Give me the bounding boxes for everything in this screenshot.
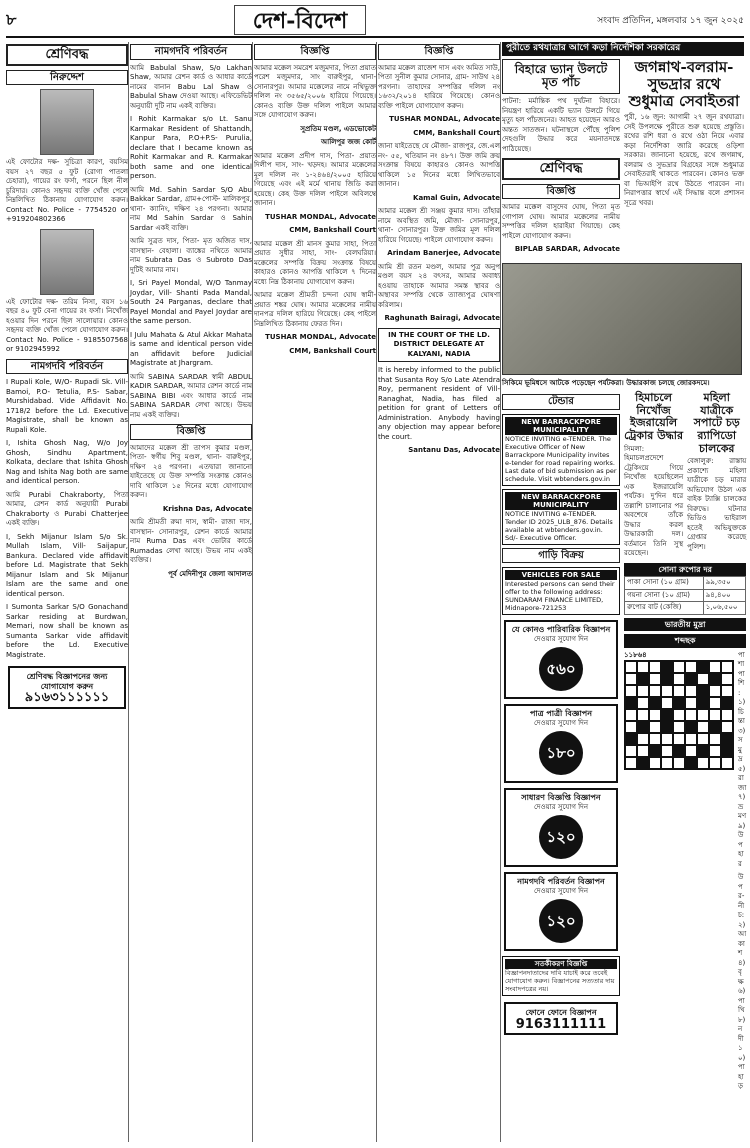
crossword-cell (625, 709, 637, 721)
vehicle-title: VEHICLES FOR SALE (505, 570, 617, 580)
crossword-cell (625, 757, 637, 769)
crossword-cell (709, 673, 721, 685)
advocate-signature: BIPLAB SARDAR, Advocate (514, 245, 620, 254)
crossword-cell (685, 721, 697, 733)
crossword-cell (649, 661, 661, 673)
vehicle-note: Interested persons can send their offer to the following address: SUNDARAM FINANCE LIMITED, Midnapore-721253 (505, 580, 615, 613)
legal-notice: আমার মক্কেল শ্রীমতী চন্দনা ঘোষ স্বামী- প্রয়াত শঙ্কর ঘোষ। আমার মক্কেলের নামীয় দানপত্র দলিল হারিয়ে গিয়েছে। কেহ পাইলে নিম্নলিখিত ঠিকানায় ফেরত দিন। (254, 291, 376, 328)
crossword-cell (673, 757, 685, 769)
gold-rate-row (625, 577, 746, 590)
crossword-grid (624, 660, 734, 770)
legal-notice: জানা যাইতেছে যে মৌজা- রাজপুর, জে.এল নং- ৫৫, খতিয়ান নং ৪৮৭। উক্ত জমি ক্রয় সংক্রান্ত বিষয়ে কাহারও কোনও আপত্তি থাকিলে ১৫ দিনের মধ্যে লিখিতভাবে জানান। (378, 142, 500, 188)
classified-ad: আমি সুব্রত দাস, পিতা- মৃত অজিত দাস, বাসস্থান- বেহালা। ব্যাঙ্কের নথিতে আমার নাম Subrata Das ও Subroto Das দুটিই আমার নাম। (130, 237, 252, 274)
crossword-cell (661, 745, 673, 757)
crossword-cell (721, 697, 733, 709)
rate-sub: দেওয়ার সুযোগ দিন (533, 886, 589, 895)
caution-notice (502, 956, 620, 996)
classified-ad: I Sumonta Sarkar S/O Gonachand Sarkar residing at Burdwan, Memari, now shall be known as Sumanta Sarkar vide affidavit before the Ld. Executive Magistrate. (6, 603, 128, 659)
court-name: CMM, Bankshall Court (413, 128, 500, 137)
tender-notice (502, 414, 620, 486)
crossword-cell (637, 745, 649, 757)
crossword-cell (625, 745, 637, 757)
rate-sub: দেওয়ার সুযোগ দিন (533, 634, 589, 643)
crossword-cell (661, 709, 673, 721)
crossword-cell (685, 757, 697, 769)
court-name: পূর্ব মেদিনীপুর জেলা আদালত (168, 569, 252, 578)
legal-notice: আমার মক্কেল শ্রী মানস কুমার সাহা, পিতা প্রয়াত সুধীর সাহা, সাং- বেলঘরিয়া। মক্কেলের সম্পত্তি বিক্রয় সংক্রান্ত বিষয়ে কাহারও কোনও আপত্তি থাকিলে ৭ দিনের মধ্যে নিম্ন ঠিকানায় যোগাযোগ করুন। (254, 239, 376, 286)
tender-title: NEW BARRACKPORE MUNICIPALITY (505, 417, 617, 435)
column-5 (502, 42, 747, 1142)
classified-ad: এই ফোটোর দক্ষ- সুচিত্রা কারণ, বয়সিম বয়স ২৭ বছর ৫ ফুট (রোগা পাতলা চেহারা), গায়ের রং ফর্সা, পরনে ছিল নীল চুরিদার। কোনও সহৃদয় ব্যক্তি খোঁজ পেলে নিম্নলিখিত ঠিকানায় যোগাযোগ করুন। Contact No. Police - 7754520 or +919204802366 (6, 158, 128, 223)
crossword-cell (709, 745, 721, 757)
crossword-cell (649, 673, 661, 685)
column-divider (500, 42, 501, 1142)
main-story: পুরী, ১৬ জুন: আগামী ২৭ জুন রথযাত্রা। সেই উপলক্ষে পুরীতে শুরু হয়েছে প্রস্তুতি। রথের রশি ধরা ও রথে ওঠা নিয়ে এবার কড়া নির্দেশিকা জারি করেছে ওড়িশা সরকার। জানানো হয়েছে, রথে জগন্নাথ, বলরাম ও সুভদ্রার বিগ্রহের সঙ্গে শুধুমাত্র সেবাইতরাই থাকতে পারবেন। কোনও ভক্ত বা ভিআইপি রথে উঠতে পারবেন না। নিরাপত্তার স্বার্থে এই সিদ্ধান্ত বলে প্রশাসন সূত্রে খবর। (624, 113, 744, 207)
photo-caption: সিকিমে ভূমিধসে আটকে পড়েছেন পর্যটকরা। উদ্ধারকাজ চলছে জোরকদমে। (502, 378, 710, 387)
crossword-cell (661, 697, 673, 709)
classified-ad: আমি SABINA SARDAR স্বামী ABDUL KADIR SARDAR, আমার রেশন কার্ডে নাম SABINA BIBI এবং আধার কার্ডে নাম SABINA SARDAR লেখা আছে। উভয় নাম একই ব্যক্তির। (130, 372, 253, 419)
crossword-cell (649, 721, 661, 733)
contact-box (8, 666, 126, 709)
classified-ad: I, Ishita Ghosh Nag, W/o Joy Ghosh, Sindhu Apartment, Kolkata, declare that Ishita Ghosh Nag and Ishita Nag both are same and identical person. (6, 439, 128, 485)
missing-person-photo (40, 229, 94, 295)
court-name: CMM, Bankshall Court (289, 346, 376, 355)
crossword-cell (625, 721, 637, 733)
gold-rate-cell: পাকা সোনা (১০ গ্রাম) (625, 577, 704, 590)
gold-rate-cell: ৯৪,৪০০ (703, 589, 746, 602)
crossword-cell (721, 661, 733, 673)
gold-rate-table (624, 576, 746, 615)
vehicle-sale (502, 567, 620, 615)
crossword-cell (697, 757, 709, 769)
crossword-cell (685, 745, 697, 757)
rate-box (504, 620, 618, 699)
court-header: IN THE COURT OF THE LD. DISTRICT DELEGATE AT KALYANI, NADIA (378, 328, 500, 363)
advocate-signature: Arindam Banerjee, Advocate (387, 249, 500, 257)
crossword-cell (661, 721, 673, 733)
crossword-cell (673, 733, 685, 745)
column-4 (378, 42, 500, 1142)
crossword-cell (709, 709, 721, 721)
crossword-cell (709, 685, 721, 697)
classified-ad: I Julu Mahata & Atul Akkar Mahata is same and identical person vide an affidavit before Judicial Magistrate at Jhargram. (130, 330, 252, 367)
column-divider (376, 42, 377, 1142)
crossword-cell (661, 661, 673, 673)
crossword-cell (721, 757, 733, 769)
crossword-cell (697, 673, 709, 685)
advocate-signature: Santanu Das, Advocate (408, 446, 500, 454)
notice-header: বিজ্ঞপ্তি (254, 44, 376, 60)
crossword-cell (709, 757, 721, 769)
crossword-cell (673, 709, 685, 721)
news-headline: বিহারে ভ্যান উলটে মৃত পাঁচ (502, 59, 620, 95)
rate-label: নামগদবি পরিবর্তন বিজ্ঞাপন (517, 877, 605, 887)
name-change-header: নামগদবি পরিবর্তন (130, 44, 252, 60)
missing-header: নিরুদ্দেশ (6, 70, 128, 86)
crossword-cell (685, 685, 697, 697)
crossword-cell (685, 661, 697, 673)
contact-label: শ্রেণিবদ্ধ বিজ্ঞাপনের জন্য যোগাযোগ করুন (26, 672, 108, 691)
classified-ad: আমি Md. Sahin Sardar S/O Abu Bakkar Sardar, গ্রাম+পোস্ট- মালিকপুর, থানা- ক্যানিং, দক্ষিণ ২৪ পরগনা। আমার নাম Md Sahin Sardar ও Sahin Sardar একই ব্যক্তি। (130, 185, 252, 232)
contact-number: 9163111111 (515, 1016, 607, 1032)
crossword-cell (637, 661, 649, 673)
crossword-cell (697, 733, 709, 745)
rate-value: ১২০ (539, 815, 583, 859)
classified-ad: I Rohit Karmakar s/o Lt. Sanu Karmakar Resident of Shattandh, Kanpur Para, P.O+P.S- Purulia, declare that I became known as Rohit Karmakar and R. Karmakar both same and one identical person. (130, 115, 252, 180)
crossword-cell (649, 709, 661, 721)
court-name: আলিপুর জজ কোর্ট (321, 138, 376, 146)
crossword-cell (649, 685, 661, 697)
crossword-cell (673, 745, 685, 757)
legal-notice: আমার মক্কেল প্রদীপ দাস, পিতা- প্রয়াত দিলীপ দাস, সাং- খড়দহ। আমার মক্কেলের মূল দলিল নং ১-২৪৬৪/২০০৫ হারিয়ে গিয়েছে এবং এই মর্মে থানায় জিডি করা হয়েছে। কেহ উক্ত দলিল পাইলে অবিলম্বে জানান। (254, 151, 376, 207)
notice-header: বিজ্ঞপ্তি (502, 184, 620, 200)
gold-rate-cell: রুপোর বাট (কেজি) (625, 602, 704, 615)
column-3 (254, 42, 376, 1142)
crossword-cell (709, 697, 721, 709)
rate-label: পাত্র পাত্রী বিজ্ঞাপন (529, 709, 593, 719)
crossword-cell (625, 697, 637, 709)
rate-sub: দেওয়ার সুযোগ দিন (533, 718, 589, 727)
rate-label: সাধারণ বিজ্ঞপ্তি বিজ্ঞাপন (521, 793, 601, 803)
crossword-cell (673, 673, 685, 685)
crossword-cell (697, 745, 709, 757)
legal-notice: আমার মক্কেল শ্রী সঞ্জয় কুমার দাস। তাঁহার নামে অবস্থিত জমি, মৌজা- সোনারপুর, থানা- সোনারপুর। উক্ত জমির মূল দলিল হারিয়ে গিয়েছে। পাইলে যোগাযোগ করুন। (378, 207, 500, 244)
caution-title: সতর্কীকরণ বিজ্ঞপ্তি (505, 959, 617, 969)
crossword-cell (625, 673, 637, 685)
legal-notice: It is hereby informed to the public that Susanta Roy S/o Late Atendra Roy, permanent resident of Vill- Ranaghat, Nadia, has filed a petition for grant of Letters of Administration. Anybody having any objection may appear before the court. (378, 366, 500, 441)
rate-sub: দেওয়ার সুযোগ দিন (533, 802, 589, 811)
crossword-cell (685, 709, 697, 721)
classified-ad: আমি Babulal Shaw, S/o Lakhan Shaw, আমার রেশন কার্ড ও আধার কার্ডে নামের বানান Babu Lal Shaw ও Babulal Shaw দেওয়া আছে। এফিডেভিট অনুযায়ী দুটি নাম একই ব্যক্তির। (130, 63, 252, 110)
column-divider (252, 42, 253, 1142)
rate-box (504, 704, 618, 783)
rate-value: ৫৬০ (539, 647, 583, 691)
issue-date: সংবাদ প্রতিদিন, মঙ্গলবার ১৭ জুন ২০২৫ (597, 15, 744, 26)
contact-number: ৯১৬৩১১১১১১ (24, 690, 110, 705)
crossword-clues-across: পাশাপাশি: ১) চিন্তা ৩) সমুদ্র ৫) রাজা ৭) ভ্রমণ ৯) উপহার (738, 650, 747, 868)
crossword-cell (649, 745, 661, 757)
legal-notice: আমার মক্কেল সমরেশ মজুমদার, পিতা প্রয়াত পরেশ মজুমদার, সাং বারুইপুর, থানা- সোনারপুর। আমার মক্কেলের নামে নথিভুক্ত দলিল নং ৩৫৬৫/২০০৬ হারিয়ে গিয়েছে। কোনও ব্যক্তি উক্ত দলিল পাইলে আমার সঙ্গে যোগাযোগ করুন। (254, 63, 376, 119)
crossword-cell (673, 685, 685, 697)
crossword-clues-down: উপর-নীচ: ২) আকাশ ৪) বৃক্ষ ৬) পাখি ৮) নদী ১০) পাহাড় (738, 873, 747, 1091)
gold-rate-cell: ১,০৬,৫০০ (703, 602, 746, 615)
classified-ad: I, Sekh Mijanur Islam S/o Sk. Mullah Islam, Vill- Saijapur, Bankura. Declared vide affidavit before Ld. Magistrate that Sekh Mijanur Islam and Sk Mijanur Islam are the same and one identical person. (6, 532, 128, 598)
crossword-cell (661, 673, 673, 685)
legal-notice: আমার মক্কেল বাসুদেব ঘোষ, পিতা মৃত গোপাল ঘোষ। আমার মক্কেলের নামীয় সম্পত্তির দলিল হারাইয়া গিয়াছে। কেহ পাইলে যোগাযোগ করুন। (502, 203, 620, 240)
classified-ad: I, Sri Payel Mondal, W/O Tanmay Joydar, Vill- Shanti Pada Mandal, South 24 Parganas, declare that Payel Mondal and Payel Joydar are the same person. (130, 279, 252, 325)
gold-rate-cell: ৯৯,৩৫০ (703, 577, 746, 590)
crossword-cell (685, 697, 697, 709)
tender-body: NOTICE INVITING e-TENDER. Tender ID 2025_ULB_876. Details available at wbtenders.gov.in. Sd/- Executive Officer. (505, 509, 613, 542)
crossword-cell (697, 721, 709, 733)
crossword-cell (697, 661, 709, 673)
rate-box (504, 788, 618, 867)
tender-notice (502, 489, 620, 545)
crossword-cell (721, 721, 733, 733)
advocate-signature: TUSHAR MONDAL, Advocate (265, 333, 376, 341)
classified-ad: এই ফোটোর দক্ষ- তরিম নিসা, বয়স ১৬ বছর ৪০ ফুট বেনা গায়ের রং ফর্সা। নিখোঁজ হওয়ার দিন পরনে ছিল সালোয়ার। কোনও সহৃদয় ব্যক্তি খোঁজ পেলে যোগাযোগ করুন। Contact No. Police - 9185507568 or 9102945992 (6, 297, 128, 353)
main-headline: জগন্নাথ-বলরাম-সুভদ্রার রথে শুধুমাত্র সেবাইতরা (628, 57, 740, 110)
crossword-cell (649, 733, 661, 745)
news-story: বেঙ্গালুরু: রাস্তায় প্রকাশ্যে মহিলা যাত্রীকে চড় মারার অভিযোগ উঠল এক বাইক ট্যাক্সি চালকের বিরুদ্ধে। ঘটনার ভিডিও ভাইরাল হতেই অভিযুক্তকে গ্রেপ্তার করেছে পুলিশ। (687, 457, 747, 551)
crossword-cell (649, 697, 661, 709)
crossword-cell (673, 661, 685, 673)
rate-label: যে কোনও পারিবারিক বিজ্ঞাপন (511, 625, 611, 635)
page-number: ৮ (6, 9, 17, 29)
crossword-cell (697, 709, 709, 721)
crossword-cell (661, 733, 673, 745)
crossword-cell (625, 661, 637, 673)
notice-header: বিজ্ঞপ্তি (378, 44, 500, 60)
currency-header: ভারতীয় মুদ্রা (624, 618, 746, 632)
gold-rate-header: সোনা রুপোর দর (624, 563, 746, 577)
advocate-signature: Krishna Das, Advocate (162, 504, 252, 513)
crossword-header: শব্দছক (624, 634, 746, 648)
classified-ad: I Rupali Kole, W/O- Rupadi Sk. Vill- Bamoi, P.O- Tetulia, P.S- Sabar, Murshidabad. Vide Affidavit No. 1718/2 before the Ld. Executive Magistrate, shall be known as Rupali Kole. (6, 378, 128, 434)
advocate-signature: TUSHAR MONDAL, Advocate (389, 115, 500, 123)
crossword-cell (637, 709, 649, 721)
contact-box (504, 1002, 618, 1035)
crossword-cell (721, 745, 733, 757)
legal-notice: আমি শ্রী রতন মণ্ডল, আমার পুত্র অনুপ মণ্ডল বয়স ২৪ বৎসর, আমার অবাধ্য হওয়ায় তাহাকে আমার সমস্ত স্থাবর ও অস্থাবর সম্পত্তি থেকে ত্যাজ্যপুত্র ঘোষণা করিলাম। (378, 262, 500, 309)
crossword-cell (661, 757, 673, 769)
crossword-cell (637, 757, 649, 769)
crossword-cell (697, 697, 709, 709)
news-headline: মহিলা যাত্রীকে সপাটে চড় র‌্যাপিডো চালকের (693, 391, 740, 455)
gold-rate-cell: গয়না সোনা (১০ গ্রাম) (625, 589, 704, 602)
crossword-cell (637, 721, 649, 733)
rate-value: ১২০ (539, 899, 583, 943)
advocate-signature: Kamal Guin, Advocate (413, 193, 500, 202)
crossword-cell (709, 733, 721, 745)
name-change-header: নামগদবি পরিবর্তন (6, 359, 128, 375)
masthead (6, 4, 744, 38)
crossword-cell (673, 721, 685, 733)
crossword-cell (625, 685, 637, 697)
crossword-cell (637, 697, 649, 709)
crossword-cell (649, 757, 661, 769)
crossword-cell (673, 697, 685, 709)
advocate-signature: TUSHAR MONDAL, Advocate (265, 212, 376, 221)
crossword-cell (721, 685, 733, 697)
tender-title: NEW BARRACKPORE MUNICIPALITY (505, 492, 617, 510)
crossword-cell (685, 673, 697, 685)
crossword-cell (721, 673, 733, 685)
gold-rate-row (625, 602, 746, 615)
tender-body: NOTICE INVITING e-TENDER. The Executive Officer of New Barrackpore Municipality invites e-tender for road repairing works. Last date of bid submission as per schedule. Visit wbtenders.gov.in (505, 434, 617, 483)
crossword-cell (637, 685, 649, 697)
crossword-cell (661, 685, 673, 697)
news-story: সিমলা: হিমাচলপ্রদেশে ট্রেকিংয়ে গিয়ে নিখোঁজ হয়েছিলেন এক ইজরায়েলি পর্যটক। দু'দিন ধরে তল্লাশি চালানোর পর অবশেষে তাঁকে উদ্ধার করল উদ্ধারকারী দল। বর্তমানে তিনি সুস্থ রয়েছেন। (624, 444, 684, 558)
crossword-cell (637, 673, 649, 685)
crossword-cell (637, 733, 649, 745)
legal-notice: আমাদের মক্কেল শ্রী তাপস কুমার মণ্ডল, পিতা- স্বর্গীয় শিবু মণ্ডল, থানা- বারুইপুর, দক্ষিণ ২৪ পরগনা। এতদ্বারা জানানো যাইতেছে যে উক্ত সম্পত্তি সংক্রান্ত কোনও দাবি থাকিলে ১৫ দিনের মধ্যে যোগাযোগ করুন। (130, 443, 252, 499)
column-1 (6, 42, 128, 1142)
crossword-cell (721, 733, 733, 745)
crossword-cell (685, 733, 697, 745)
crossword-cell (709, 721, 721, 733)
column-divider (128, 42, 129, 1142)
legal-notice: আমার মক্কেল রাজেশ দাস এবং অমিত সাউ, পিতা সুনীল কুমার সোনার, গ্রাম- সাউথ ২৪ পরগনা। তাহাদের সম্পত্তির দলিল নং ১৬৩২/২০১৪ হারিয়ে গিয়েছে। কোনও ব্যক্তি পাইলে যোগাযোগ করুন। (378, 63, 500, 110)
news-story: পাটনা: মর্মান্তিক পথ দুর্ঘটনা বিহারে। নিয়ন্ত্রণ হারিয়ে একটি ভ্যান উলটে গিয়ে মৃত্যু হল পাঁচজনের। আহত হয়েছেন আরও অন্তত সাতজন। ঘটনাস্থলে পৌঁছে পুলিশ দেহগুলি উদ্ধার করে ময়নাতদন্তে পাঠিয়েছে। (502, 97, 620, 153)
tender-header: টেন্ডার (502, 394, 620, 410)
column-2 (130, 42, 252, 1142)
classified-ad: আমি শ্রীমতী রুমা দাস, স্বামী- রাজা দাস, বাসস্থান- সোনারপুর, রেশন কার্ডে আমার নাম Ruma Das এবং ভোটার কার্ডে Rumadas লেখা আছে। উভয় নাম একই ব্যক্তির। (130, 518, 252, 564)
advocate-signature: Raghunath Bairagi, Advocate (384, 314, 500, 322)
crossword-number: ১১৮৬৪ (624, 650, 647, 659)
missing-person-photo (40, 89, 94, 155)
crossword-cell (625, 733, 637, 745)
section-title: দেশ-বিদেশ (234, 5, 367, 35)
crossword-cell (709, 661, 721, 673)
vehicle-header: গাড়ি বিক্রয় (502, 548, 620, 564)
caution-body: বিজ্ঞাপনদাতাদের দাবি যাচাই করে তবেই যোগাযোগ করুন। বিজ্ঞাপনের সত্যতার দায় সংবাদপত্রের নয়। (505, 969, 615, 994)
news-banner: পুরীতে রথযাত্রার আগে কড়া নির্দেশিকা সরকারের (502, 42, 744, 56)
advocate-signature: সুপ্রতিম মণ্ডল, এডভোকেট (300, 124, 376, 133)
court-name: CMM, Bankshall Court (289, 226, 376, 234)
contact-label: ফোনে ফোনে বিজ্ঞাপন (525, 1008, 597, 1018)
classified-ad: আমি Purabi Chakraborty, পিতা আমার, রেশন কার্ড অনুযায়ী Purabi Chakraborty ও Purabi Chatterjee একই ব্যক্তি। (6, 490, 128, 527)
classified-header: শ্রেণিবদ্ধ (502, 158, 620, 180)
gold-rate-row (625, 589, 746, 602)
news-photo (502, 263, 742, 375)
classified-header: শ্রেণিবদ্ধ (6, 44, 128, 66)
rate-box (504, 872, 618, 951)
notice-header: বিজ্ঞপ্তি (130, 424, 252, 440)
crossword-cell (697, 685, 709, 697)
rate-value: ১৮০ (539, 731, 583, 775)
news-headline: হিমাচলে নিখোঁজ ইজরায়েলি ট্রেকার উদ্ধার (624, 391, 684, 443)
crossword-cell (721, 709, 733, 721)
